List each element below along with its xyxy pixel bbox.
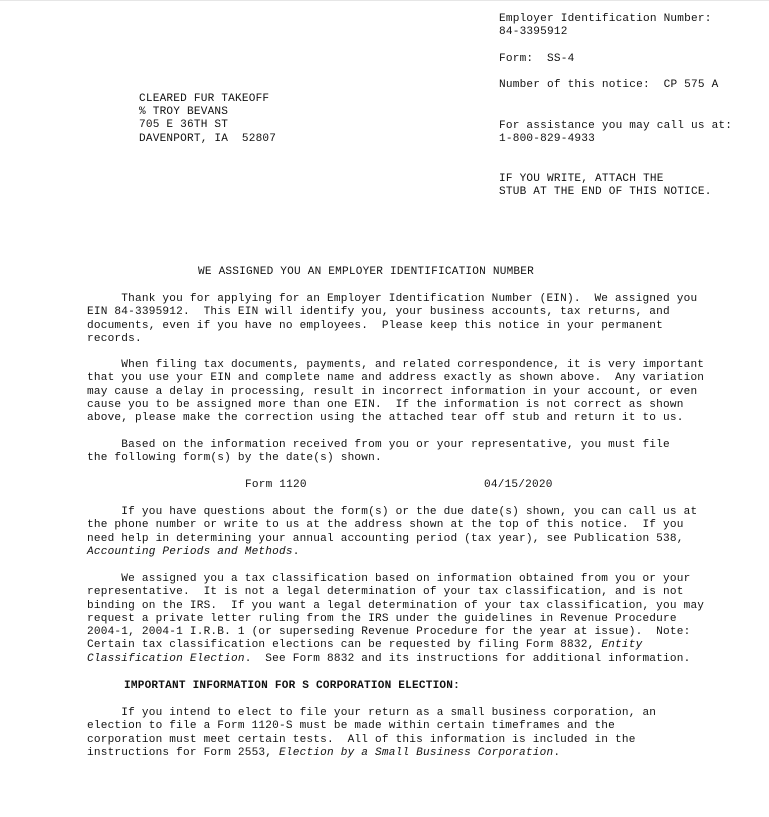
paragraph-4 [87, 506, 697, 559]
p4-line-4 [87, 546, 697, 559]
write-line-2: STUB AT THE END OF THIS NOTICE. [499, 186, 712, 198]
form-value: SS-4 [547, 53, 575, 65]
p5-line: binding on the IRS. If you want a legal determination of your tax classification, you may [87, 599, 705, 612]
p4-line: need help in determining your annual accounting period (tax year), see Publication 538, [87, 532, 684, 545]
ein-label: Employer Identification Number: [499, 13, 712, 25]
ein-value: 84-3395912 [499, 26, 568, 38]
paragraph-1 [87, 293, 697, 346]
p2-line: When filing tax documents, payments, and related correspondence, it is very important [87, 359, 705, 371]
p5-line-6 [87, 639, 704, 652]
p5-line-6-text: Certain tax classification elections can be requested by filing Form 8832, [87, 639, 602, 652]
p4-line: If you have questions about the form(s) or the due date(s) shown, you can call us at [87, 506, 698, 518]
form-due-date: 04/15/2020 [484, 479, 553, 491]
p5-line: 2004-1, 2004-1 I.R.B. 1 (or superseding Revenue Procedure for the year at issue). Note: [87, 626, 691, 639]
p3-line: Based on the information received from you or your representative, you must file [87, 439, 670, 451]
paragraph-3 [87, 439, 670, 466]
p1-line: Thank you for applying for an Employer Identification Number (EIN). We assigned you [87, 293, 698, 305]
p6-line: election to file a Form 1120-S must be made within certain timeframes and the [87, 720, 616, 733]
p4-end: . [292, 545, 300, 558]
p2-line: that you use your EIN and complete name and address exactly as shown above. Any variation [87, 372, 705, 385]
assist-label: For assistance you may call us at: [499, 120, 733, 132]
paragraph-2 [87, 359, 704, 425]
p2-line: may cause a delay in processing, result in incorrect information in your account, or even [87, 385, 698, 398]
p2-line: above, please make the correction using the attached tear off stub and return it to us. [87, 412, 684, 425]
p1-line: records. [87, 332, 142, 345]
notice-line [499, 79, 718, 92]
form-line [499, 53, 574, 66]
p5-line-7 [87, 653, 704, 666]
p4-line: the phone number or write to us at the address shown at the top of this notice. If you [87, 519, 684, 532]
notice-title: WE ASSIGNED YOU AN EMPLOYER IDENTIFICATION NUMBER [198, 266, 535, 278]
p5-line: request a private letter ruling from the IRS under the guidelines in Revenue Procedure [87, 612, 677, 625]
address-line-4: DAVENPORT, IA 52807 [139, 133, 277, 145]
notice-value: CP 575 A [663, 79, 719, 91]
assist-phone: 1-800-829-4933 [499, 133, 596, 145]
form-label: Form: [499, 53, 534, 65]
p1-line: documents, even if you have no employees. Please keep this notice in your permanent [87, 319, 664, 332]
s-corp-heading: IMPORTANT INFORMATION FOR S CORPORATION ELECTION: [124, 680, 461, 692]
p6-line-4-text: instructions for Form 2553, [87, 746, 280, 759]
publication-538-title: Accounting Periods and Methods [87, 545, 293, 558]
form-due-form: Form 1120 [245, 479, 307, 491]
address-line-1: CLEARED FUR TAKEOFF [139, 93, 270, 105]
p6-line: If you intend to elect to file your return as a small business corporation, an [87, 707, 657, 719]
entity-italic: Entity [601, 639, 643, 652]
p6-line: corporation must meet certain tests. All of this information is included in the [87, 733, 636, 746]
form-2553-title: Election by a Small Business Corporation [279, 746, 554, 759]
address-line-2: % TROY BEVANS [139, 106, 229, 118]
paragraph-6 [87, 707, 656, 760]
address-line-3: 705 E 36TH ST [139, 119, 229, 131]
p5-line: We assigned you a tax classification based on information obtained from you or your [87, 573, 691, 585]
classification-election-italic: Classification Election [87, 652, 245, 665]
p6-end: . [553, 746, 561, 759]
notice-label: Number of this notice: [499, 79, 650, 91]
p5-line: representative. It is not a legal determination of your tax classification, and is not [87, 586, 684, 599]
p2-line: cause you to be assigned more than one EIN. If the information is not correct as shown [87, 398, 684, 411]
write-line-1: IF YOU WRITE, ATTACH THE [499, 173, 664, 185]
p1-line: EIN 84-3395912. This EIN will identify you, your business accounts, tax returns, and [87, 306, 670, 319]
paragraph-5 [87, 573, 704, 666]
p6-line-4 [87, 747, 656, 760]
p5-line-7-text: . See Form 8832 and its instructions for additional information. [244, 652, 691, 665]
p3-line: the following form(s) by the date(s) shown. [87, 452, 382, 465]
